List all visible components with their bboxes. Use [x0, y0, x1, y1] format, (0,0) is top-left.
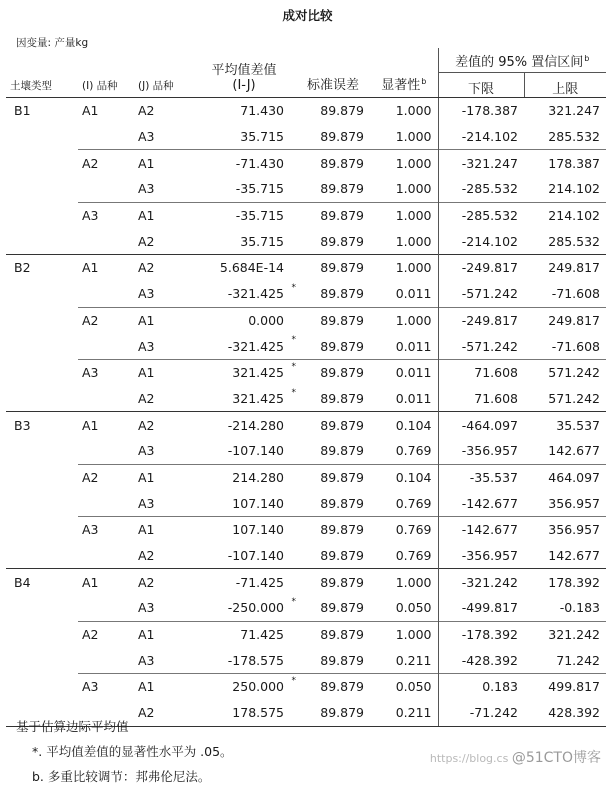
- mean-difference-value: -107.140: [227, 548, 284, 564]
- cell-mean-difference: [192, 543, 296, 569]
- mean-difference-value: 250.000: [232, 679, 284, 695]
- cell-std-error: 89.879: [320, 338, 364, 354]
- cell-mean-difference: [192, 255, 296, 281]
- cell-mean-difference: [192, 386, 296, 412]
- cell-significance: 0.011: [395, 338, 432, 354]
- cell-significance: 0.011: [370, 359, 438, 385]
- cell-std-error: 89.879: [296, 412, 370, 438]
- cell-variety-j: A1: [134, 621, 192, 647]
- cell-lower-bound: -35.537: [438, 464, 524, 490]
- cell-upper-bound: -0.183: [559, 600, 600, 616]
- cell-variety-j: A2: [134, 700, 192, 726]
- cell-lower-bound: -356.957: [438, 438, 524, 464]
- cell-variety-j: A3: [138, 600, 155, 616]
- cell-upper-bound: 142.677: [548, 443, 600, 459]
- cell-variety-j: A2: [134, 412, 192, 438]
- cell-lower-bound: -464.097: [438, 412, 524, 438]
- cell-std-error: 89.879: [296, 569, 370, 595]
- mean-difference-value: 0.000: [248, 312, 284, 328]
- mean-difference-value: 214.280: [232, 469, 284, 485]
- cell-soil-type: [6, 490, 78, 516]
- cell-significance: 0.011: [395, 390, 432, 406]
- cell-lower-bound: -249.817: [438, 307, 524, 333]
- table-title: 成对比较: [282, 8, 333, 23]
- cell-std-error: 89.879: [296, 359, 370, 385]
- cell-variety-j: A1: [134, 307, 192, 333]
- cell-soil-type: [6, 333, 78, 359]
- mean-difference-value: 71.425: [240, 627, 284, 643]
- cell-variety-j: A1: [134, 674, 192, 700]
- cell-std-error: 89.879: [296, 674, 370, 700]
- cell-variety-i: [78, 333, 134, 359]
- cell-std-error: 89.879: [320, 548, 364, 564]
- cell-lower-bound: -285.532: [438, 202, 524, 228]
- cell-soil-type: [6, 517, 78, 543]
- cell-significance: 1.000: [395, 181, 432, 197]
- cell-lower-bound: -142.677: [438, 517, 524, 543]
- cell-soil-type: [6, 202, 78, 228]
- cell-soil-type: [6, 438, 78, 464]
- cell-mean-difference: [192, 176, 296, 202]
- cell-lower-bound: -571.242: [438, 281, 524, 307]
- cell-mean-difference: [192, 517, 296, 543]
- table-row: [6, 307, 606, 333]
- cell-lower-bound: -321.242: [438, 569, 524, 595]
- cell-variety-j: A2: [138, 548, 155, 564]
- mean-difference-value: 71.430: [240, 103, 284, 119]
- cell-std-error: 89.879: [320, 233, 364, 249]
- cell-mean-difference: [192, 333, 296, 359]
- cell-lower-bound: 71.608: [438, 359, 524, 385]
- cell-variety-j: A3: [138, 129, 155, 145]
- cell-lower-bound: -214.102: [438, 124, 524, 150]
- table-row: [6, 98, 606, 124]
- cell-soil-type: [6, 359, 78, 385]
- table-row: [6, 595, 606, 621]
- watermark-brand: @51CTO博客: [511, 750, 601, 766]
- table-row: [6, 359, 606, 385]
- mean-difference-value: 107.140: [232, 522, 284, 538]
- table-row: [6, 438, 606, 464]
- cell-soil-type: B1: [14, 103, 31, 119]
- cell-variety-i: [78, 228, 134, 254]
- cell-variety-j: A2: [134, 569, 192, 595]
- cell-mean-difference: [192, 202, 296, 228]
- cell-lower-bound: -285.532: [438, 176, 524, 202]
- mean-difference-value: -214.280: [227, 417, 284, 433]
- note-basis: 基于估算边际平均值: [16, 719, 129, 734]
- mean-difference-value: -178.575: [227, 652, 284, 668]
- cell-variety-j: A1: [134, 359, 192, 385]
- mean-difference-value: -107.140: [227, 443, 284, 459]
- cell-lower-bound: -142.677: [438, 490, 524, 516]
- cell-upper-bound: 71.242: [556, 652, 600, 668]
- note-significance: *. 平均值差值的显著性水平为 .05。: [32, 744, 233, 759]
- cell-variety-j: A2: [138, 103, 155, 119]
- cell-variety-j: A3: [138, 652, 155, 668]
- dependent-variable-label: 因变量: 产量kg: [16, 37, 89, 49]
- cell-soil-type: [6, 674, 78, 700]
- cell-std-error: 89.879: [320, 495, 364, 511]
- cell-variety-i: [78, 438, 134, 464]
- cell-lower-bound: 71.608: [438, 386, 524, 412]
- table-row: [6, 464, 606, 490]
- cell-lower-bound: -356.957: [438, 543, 524, 569]
- mean-difference-value: 107.140: [232, 495, 284, 511]
- cell-upper-bound: 35.537: [524, 412, 606, 438]
- cell-variety-j: A2: [138, 390, 155, 406]
- cell-soil-type: B4: [6, 569, 78, 595]
- header-soil-type: 土壤类型: [6, 48, 78, 98]
- cell-significance: 0.211: [370, 700, 438, 726]
- cell-significance: 1.000: [370, 307, 438, 333]
- cell-upper-bound: -71.608: [551, 338, 600, 354]
- table-row: [6, 202, 606, 228]
- significance-star: *: [291, 387, 296, 398]
- cell-lower-bound: -178.392: [438, 621, 524, 647]
- mean-difference-value: -71.425: [235, 574, 284, 590]
- table-row: [6, 412, 606, 438]
- watermark-url: https://blog.cs: [429, 752, 509, 765]
- cell-std-error: 89.879: [320, 390, 364, 406]
- cell-significance: 0.050: [395, 600, 432, 616]
- cell-variety-i: [78, 490, 134, 516]
- cell-variety-i: A2: [78, 150, 134, 176]
- cell-significance: 1.000: [395, 129, 432, 145]
- cell-soil-type: [6, 150, 78, 176]
- cell-lower-bound: -499.817: [438, 595, 524, 621]
- mean-difference-value: 35.715: [240, 129, 284, 145]
- cell-variety-j: A1: [134, 517, 192, 543]
- significance-star: *: [291, 335, 296, 346]
- cell-significance: 0.104: [370, 464, 438, 490]
- table-row: [6, 150, 606, 176]
- cell-variety-i: [78, 386, 134, 412]
- cell-lower-bound: 0.183: [438, 674, 524, 700]
- cell-significance: 0.011: [395, 286, 432, 302]
- significance-star: *: [291, 361, 296, 372]
- cell-std-error: 89.879: [296, 517, 370, 543]
- table-row: [6, 124, 606, 150]
- cell-mean-difference: [192, 124, 296, 150]
- cell-lower-bound: -249.817: [438, 255, 524, 281]
- cell-significance: 0.769: [370, 517, 438, 543]
- cell-variety-i: [78, 176, 134, 202]
- cell-upper-bound: 571.242: [548, 390, 600, 406]
- cell-variety-i: A2: [78, 464, 134, 490]
- header-mean-difference-label: 平均值差值: [211, 63, 277, 78]
- cell-mean-difference: [192, 281, 296, 307]
- cell-std-error: 89.879: [320, 600, 364, 616]
- header-significance-label: 显著性: [381, 78, 421, 93]
- cell-mean-difference: [192, 621, 296, 647]
- table-body: [6, 98, 606, 727]
- cell-mean-difference: [192, 150, 296, 176]
- table-row: [6, 543, 606, 569]
- cell-significance: 1.000: [370, 150, 438, 176]
- cell-upper-bound: 571.242: [524, 359, 606, 385]
- cell-lower-bound: -214.102: [438, 228, 524, 254]
- cell-upper-bound: 285.532: [548, 129, 600, 145]
- mean-difference-value: -71.430: [235, 155, 284, 171]
- header-std-error: 标准误差: [296, 48, 370, 98]
- cell-std-error: 89.879: [320, 181, 364, 197]
- cell-soil-type: [6, 281, 78, 307]
- header-confidence-interval: [438, 48, 606, 73]
- table-row: [6, 228, 606, 254]
- cell-soil-type: [6, 176, 78, 202]
- significance-star: *: [291, 676, 296, 687]
- table-row: [6, 386, 606, 412]
- cell-upper-bound: 214.102: [524, 202, 606, 228]
- header-ci-sup: b: [584, 53, 590, 63]
- cell-significance: 0.050: [370, 674, 438, 700]
- cell-significance: 0.104: [370, 412, 438, 438]
- cell-lower-bound: -428.392: [438, 647, 524, 673]
- header-lower-bound: 下限: [438, 73, 524, 98]
- cell-variety-j: A2: [138, 233, 155, 249]
- table-row: [6, 517, 606, 543]
- mean-difference-value: 5.684E-14: [219, 260, 284, 276]
- cell-std-error: 89.879: [320, 129, 364, 145]
- cell-significance: 1.000: [370, 202, 438, 228]
- mean-difference-value: -35.715: [235, 208, 284, 224]
- cell-soil-type: [6, 464, 78, 490]
- cell-variety-i: A1: [82, 103, 99, 119]
- cell-variety-j: A1: [134, 464, 192, 490]
- cell-mean-difference: [192, 98, 296, 124]
- mean-difference-value: 178.575: [232, 705, 284, 721]
- cell-significance: 1.000: [395, 233, 432, 249]
- cell-variety-j: A3: [138, 181, 155, 197]
- cell-std-error: 89.879: [296, 255, 370, 281]
- cell-variety-i: A3: [78, 674, 134, 700]
- cell-variety-j: A3: [138, 338, 155, 354]
- header-mean-difference-sub: (I-J): [232, 78, 256, 93]
- cell-std-error: 89.879: [320, 443, 364, 459]
- cell-variety-j: A1: [134, 150, 192, 176]
- cell-std-error: 89.879: [296, 202, 370, 228]
- mean-difference-value: 321.425: [232, 365, 284, 381]
- cell-mean-difference: [192, 595, 296, 621]
- table-row: [6, 647, 606, 673]
- cell-soil-type: B2: [6, 255, 78, 281]
- cell-upper-bound: 249.817: [524, 307, 606, 333]
- cell-variety-j: A1: [134, 202, 192, 228]
- cell-soil-type: [6, 307, 78, 333]
- cell-mean-difference: [192, 359, 296, 385]
- header-variety-i: (I) 品种: [78, 48, 134, 98]
- cell-mean-difference: [192, 307, 296, 333]
- cell-variety-i: A1: [78, 255, 134, 281]
- cell-variety-i: [78, 124, 134, 150]
- cell-upper-bound: -71.608: [551, 286, 600, 302]
- cell-soil-type: [6, 386, 78, 412]
- header-mean-difference: [192, 48, 296, 98]
- cell-upper-bound: 249.817: [524, 255, 606, 281]
- cell-significance: 1.000: [370, 621, 438, 647]
- cell-lower-bound: -571.242: [438, 333, 524, 359]
- cell-soil-type: [6, 595, 78, 621]
- cell-upper-bound: 356.957: [524, 517, 606, 543]
- cell-upper-bound: 428.392: [524, 700, 606, 726]
- mean-difference-value: -35.715: [235, 181, 284, 197]
- note-adjustment: b. 多重比较调节：邦弗伦尼法。: [32, 769, 211, 784]
- cell-variety-i: [78, 281, 134, 307]
- significance-star: *: [291, 597, 296, 608]
- cell-std-error: 89.879: [296, 621, 370, 647]
- cell-mean-difference: [192, 569, 296, 595]
- cell-mean-difference: [192, 490, 296, 516]
- header-variety-j: (J) 品种: [134, 48, 192, 98]
- cell-variety-i: A1: [78, 569, 134, 595]
- cell-soil-type: [6, 621, 78, 647]
- cell-upper-bound: 321.247: [548, 103, 600, 119]
- cell-upper-bound: 321.242: [524, 621, 606, 647]
- cell-upper-bound: 285.532: [548, 233, 600, 249]
- cell-upper-bound: 178.392: [524, 569, 606, 595]
- cell-variety-i: A1: [78, 412, 134, 438]
- cell-variety-j: A3: [138, 443, 155, 459]
- cell-mean-difference: [192, 464, 296, 490]
- watermark: [430, 747, 601, 767]
- mean-difference-value: -321.425: [227, 286, 284, 302]
- cell-std-error: 89.879: [296, 150, 370, 176]
- mean-difference-value: -321.425: [227, 338, 284, 354]
- cell-upper-bound: 214.102: [548, 181, 600, 197]
- cell-soil-type: [6, 228, 78, 254]
- header-significance-sup: b: [421, 77, 427, 86]
- header-upper-bound: 上限: [524, 73, 606, 98]
- cell-variety-i: [78, 595, 134, 621]
- cell-variety-i: A2: [78, 307, 134, 333]
- cell-mean-difference: [192, 647, 296, 673]
- cell-lower-bound: -71.242: [438, 700, 524, 726]
- cell-variety-i: A3: [78, 359, 134, 385]
- cell-mean-difference: [192, 674, 296, 700]
- table-row: [6, 490, 606, 516]
- cell-variety-i: A3: [78, 517, 134, 543]
- cell-std-error: 89.879: [320, 652, 364, 668]
- cell-variety-i: A3: [78, 202, 134, 228]
- cell-upper-bound: 178.387: [524, 150, 606, 176]
- table-notes: [16, 714, 233, 789]
- table-row: [6, 674, 606, 700]
- header-significance: [370, 48, 438, 98]
- cell-upper-bound: 142.677: [548, 548, 600, 564]
- cell-mean-difference: [192, 228, 296, 254]
- cell-std-error: 89.879: [296, 700, 370, 726]
- table-row: [6, 176, 606, 202]
- table-row: [6, 621, 606, 647]
- cell-mean-difference: [192, 412, 296, 438]
- mean-difference-value: -250.000: [227, 600, 284, 616]
- cell-variety-j: A3: [138, 286, 155, 302]
- cell-std-error: 89.879: [320, 103, 364, 119]
- cell-std-error: 89.879: [296, 464, 370, 490]
- cell-variety-j: A2: [134, 255, 192, 281]
- table-row: [6, 255, 606, 281]
- cell-variety-i: [78, 647, 134, 673]
- cell-lower-bound: -178.387: [438, 98, 524, 124]
- cell-significance: 1.000: [395, 103, 432, 119]
- cell-soil-type: [6, 124, 78, 150]
- cell-significance: 0.769: [395, 495, 432, 511]
- cell-significance: 1.000: [370, 569, 438, 595]
- pairwise-comparison-table: [6, 48, 606, 727]
- cell-lower-bound: -321.247: [438, 150, 524, 176]
- cell-upper-bound: 356.957: [548, 495, 600, 511]
- significance-star: *: [291, 282, 296, 293]
- cell-significance: 0.211: [395, 652, 432, 668]
- mean-difference-value: 35.715: [240, 233, 284, 249]
- cell-std-error: 89.879: [296, 307, 370, 333]
- table-row: [6, 569, 606, 595]
- cell-soil-type: [6, 543, 78, 569]
- cell-variety-i: [78, 543, 134, 569]
- cell-soil-type: [6, 647, 78, 673]
- cell-upper-bound: 499.817: [524, 674, 606, 700]
- cell-upper-bound: 464.097: [524, 464, 606, 490]
- table-row: [6, 333, 606, 359]
- header-ci-label: 差值的 95% 置信区间: [455, 54, 584, 70]
- cell-significance: 1.000: [370, 255, 438, 281]
- cell-significance: 0.769: [395, 443, 432, 459]
- cell-variety-i: A2: [78, 621, 134, 647]
- mean-difference-value: 321.425: [232, 390, 284, 406]
- cell-std-error: 89.879: [320, 286, 364, 302]
- cell-soil-type: B3: [6, 412, 78, 438]
- table-row: [6, 281, 606, 307]
- cell-variety-j: A3: [138, 495, 155, 511]
- cell-significance: 0.769: [395, 548, 432, 564]
- cell-mean-difference: [192, 438, 296, 464]
